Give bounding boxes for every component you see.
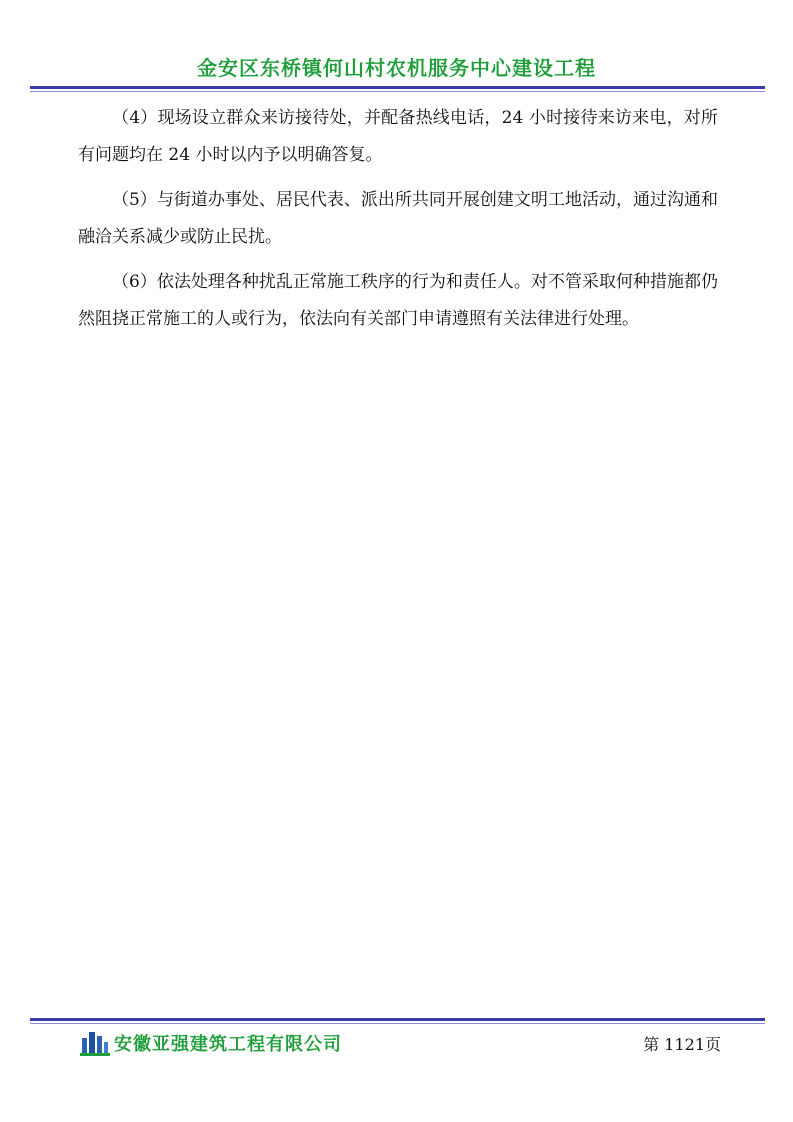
footer-rule-thin [30,1023,765,1024]
page-footer [0,1026,793,1060]
document-body [78,100,718,346]
paragraph-6: （6）依法处理各种扰乱正常施工秩序的行为和责任人。对不管采取何种措施都仍然阻挠正常施工的人或行为，依法向有关部门申请遵照有关法律进行处理。 [78,272,718,329]
header-rule-thin [30,91,765,92]
company-name: 安徽亚强建筑工程有限公司 [114,1034,342,1055]
document-title: 金安区东桥镇何山村农机服务中心建设工程 [197,56,596,80]
building-logo-icon [80,1028,110,1056]
page-number: 第 1121页 [643,1035,721,1054]
paragraph-4: （4）现场设立群众来访接待处，并配备热线电话，24 小时接待来访来电，对所有问题均在 24 小时以内予以明确答复。 [78,108,718,165]
header-rule-thick [30,86,765,89]
footer-rule-thick [30,1018,765,1021]
paragraph-5: （5）与街道办事处、居民代表、派出所共同开展创建文明工地活动，通过沟通和融洽关系减少或防止民扰。 [78,190,718,247]
